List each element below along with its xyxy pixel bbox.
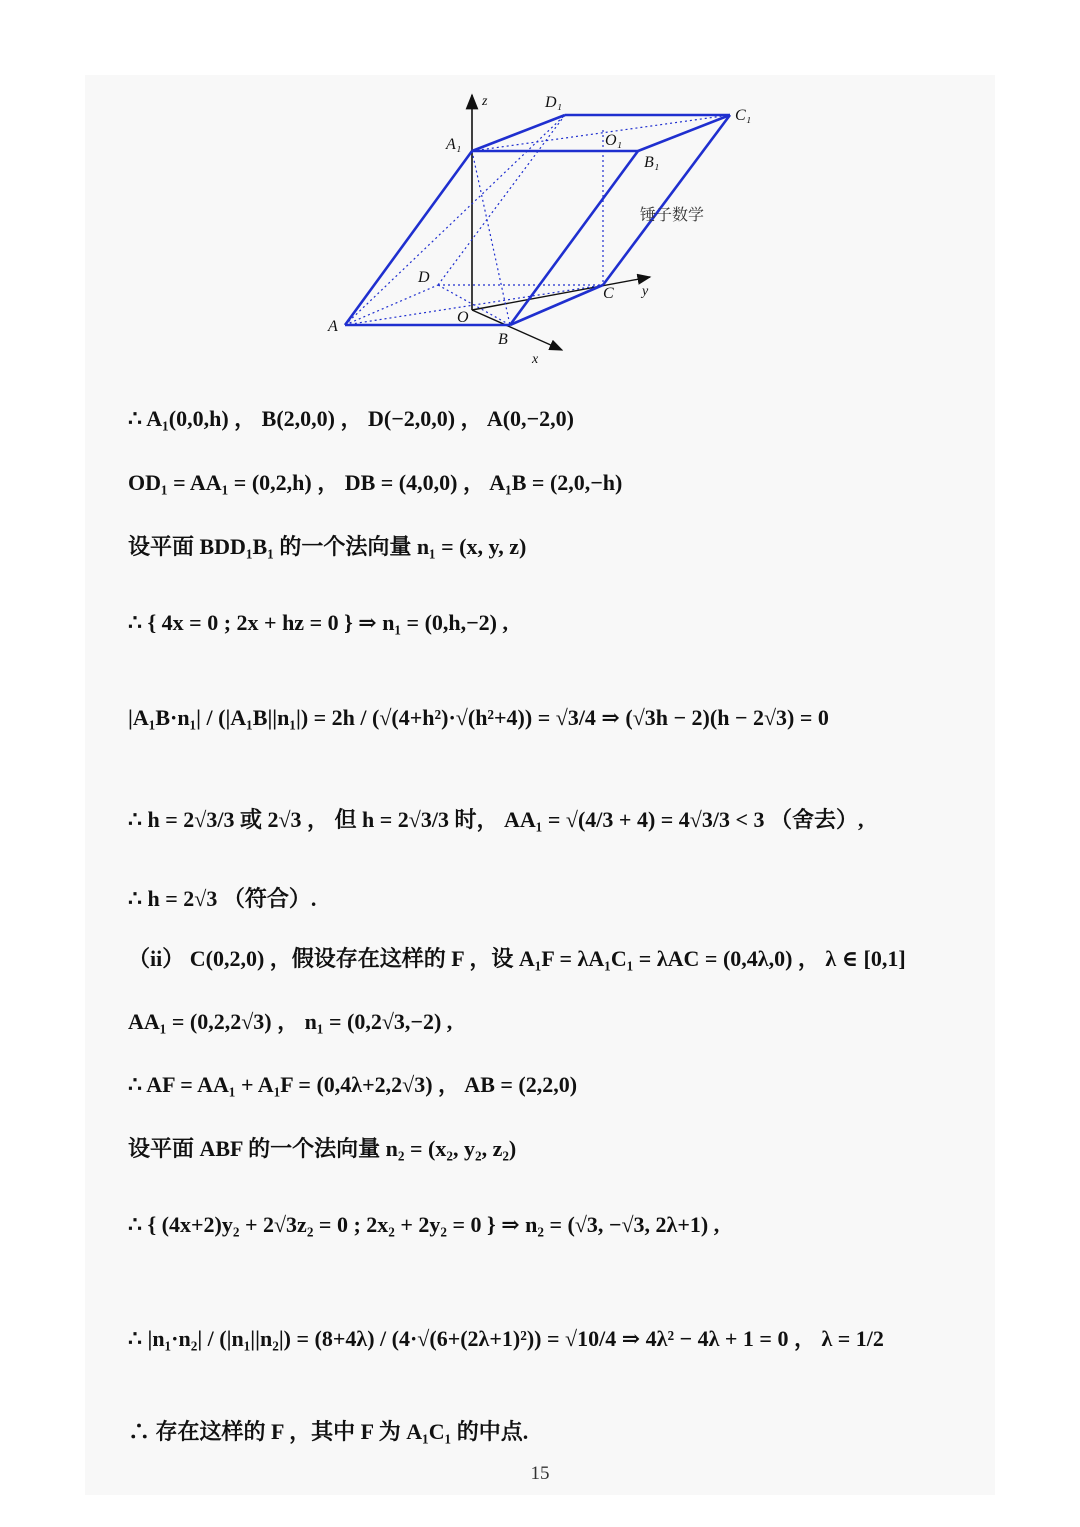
label-D: D	[418, 269, 430, 286]
parallelepiped-figure	[320, 85, 770, 375]
solution-line-8: （ii） C(0,2,0) ，假设存在这样的 F ，设 A₁F = λA₁C₁ = λAC = (0,4λ,0) ， λ ∈ [0,1]	[128, 946, 906, 971]
label-O1: O₁	[605, 132, 623, 149]
solution-line-6: ∴ h = 2√3/3 或 2√3 ， 但 h = 2√3/3 时， AA₁ = √(4/3 + 4) = 4√3/3 < 3 （舍去）,	[128, 807, 864, 832]
label-A: A	[328, 318, 338, 335]
label-C: C	[603, 285, 614, 302]
solution-line-12: ∴ { (4x+2)y₂ + 2√3z₂ = 0 ; 2x₂ + 2y₂ = 0 } ⇒ n₂ = (√3, −√3, 2λ+1) ,	[128, 1212, 720, 1237]
label-y: y	[642, 284, 649, 299]
solution-line-10: ∴ AF = AA₁ + A₁F = (0,4λ+2,2√3) ， AB = (2,2,0)	[128, 1072, 578, 1097]
solution-line-9: AA₁ = (0,2,2√3) ， n₁ = (0,2√3,−2) ,	[128, 1009, 453, 1034]
label-x: x	[532, 352, 539, 367]
label-C1: C₁	[735, 107, 752, 124]
solution-line-5: |A₁B·n₁| / (|A₁B||n₁|) = 2h / (√(4+h²)·√(h²+4)) = √3/4 ⇒ (√3h − 2)(h − 2√3) = 0	[128, 705, 829, 730]
solution-line-3: 设平面 BDD₁B₁ 的一个法向量 n₁ = (x, y, z)	[128, 534, 527, 559]
solution-line-14: ∴ 存在这样的 F ，其中 F 为 A₁C₁ 的中点.	[128, 1419, 529, 1444]
solution-line-13: ∴ |n₁·n₂| / (|n₁||n₂|) = (8+4λ) / (4·√(6+(2λ+1)²)) = √10/4 ⇒ 4λ² − 4λ + 1 = 0 ， λ = 1/2	[128, 1326, 884, 1351]
solution-line-7: ∴ h = 2√3 （符合）.	[128, 886, 317, 911]
y-axis	[472, 277, 650, 310]
label-D1: D₁	[545, 94, 563, 111]
solution-line-11: 设平面 ABF 的一个法向量 n₂ = (x₂, y₂, z₂)	[128, 1136, 517, 1161]
label-O: O	[457, 309, 469, 326]
page-number: 15	[530, 1463, 550, 1484]
label-z: z	[482, 94, 488, 109]
solution-line-2: OD₁ = AA₁ = (0,2,h) ， DB = (4,0,0) ， A₁B = (2,0,−h)	[128, 470, 623, 495]
label-B: B	[498, 331, 508, 348]
label-A1: A₁	[446, 136, 462, 153]
solution-line-1: ∴ A₁(0,0,h) ， B(2,0,0) ， D(−2,0,0) ， A(0,−2,0)	[128, 406, 574, 431]
label-B1: B₁	[644, 154, 660, 171]
watermark: 锤子数学	[640, 205, 705, 224]
solution-line-4: ∴ { 4x = 0 ; 2x + hz = 0 } ⇒ n₁ = (0,h,−2) ,	[128, 610, 508, 635]
